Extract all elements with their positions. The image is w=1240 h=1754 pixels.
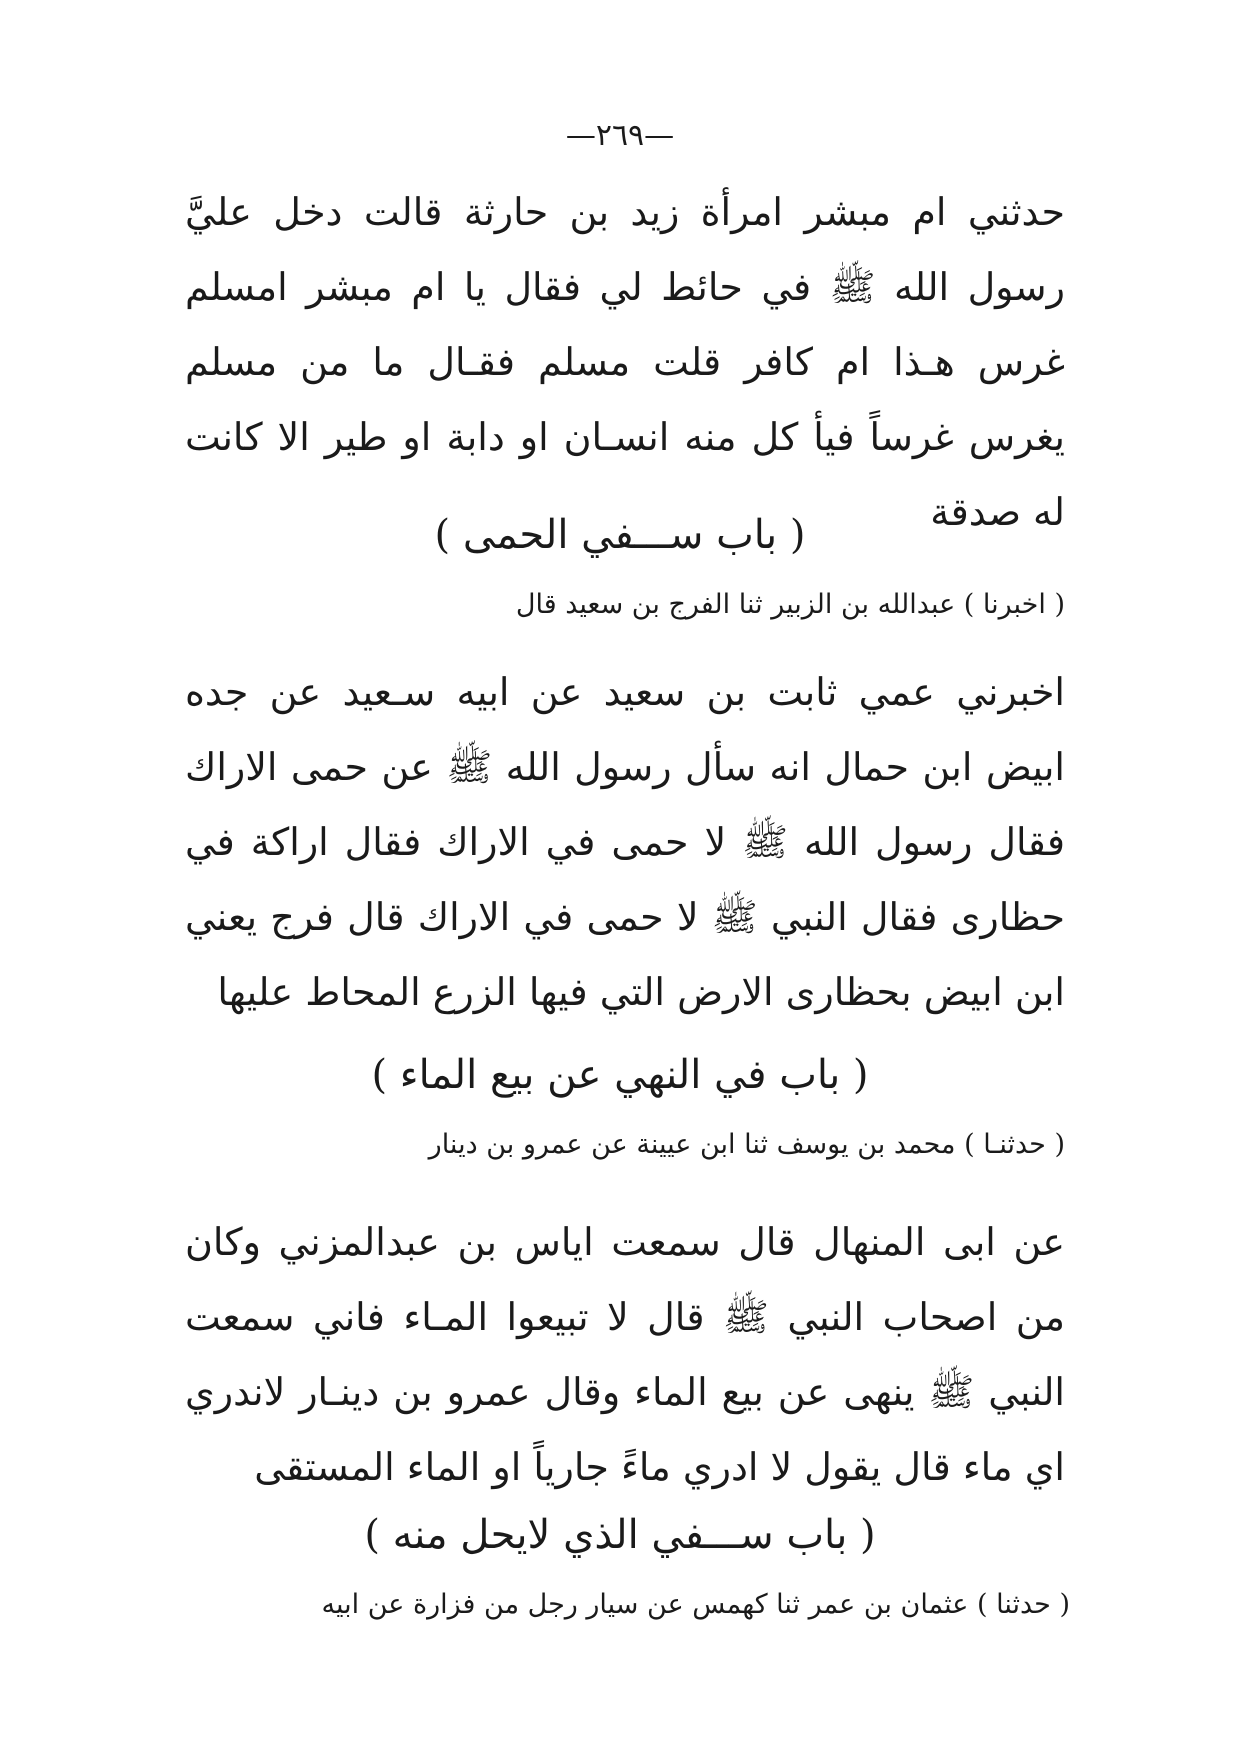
chapter-heading: ( باب ســـفي الحمى ) (434, 512, 806, 558)
chapter-heading: ( باب ســـفي الذي لايحل منه ) (364, 1512, 876, 1558)
paragraph-text: عن ابى المنهال قال سمعت اياس بن عبدالمزني وكان من اصحاب النبي ﷺ قال لا تبيعوا المـاء فاني سمعت النبي ﷺ ينهى عن بيع الماء وقال عمرو بن دينـار لاندري اي ماء قال يقول لا ادري ماءً جارياً او الماء المستقى (185, 1220, 1065, 1489)
isnad-line: ( اخبرنا ) عبدالله بن الزبير ثنا الفرج بن سعيد قال (515, 589, 1065, 620)
hadith-paragraph (185, 175, 1065, 550)
isnad-line: ( حدثنا ) عثمان بن عمر ثنا كهمس عن سيار رجل من فزارة عن ابيه (321, 1589, 1070, 1620)
hadith-paragraph (185, 655, 1065, 1030)
chapter-heading: ( باب في النهي عن بيع الماء ) (371, 1052, 869, 1098)
paragraph-text: حدثني ام مبشر امرأة زيد بن حارثة قالت دخل عليَّ رسول الله ﷺ في حائط لي فقال يا ام مبشر امسلم غرس هـذا ام كافر قلت مسلم فقـال ما من مسلم يغرس غرساً فيأ كل منه انسـان او دابة او طير الا كانت له صدقة (185, 190, 1065, 534)
hadith-paragraph (185, 1205, 1065, 1505)
paragraph-text: اخبرني عمي ثابت بن سعيد عن ابيه سـعيد عن جده ابيض ابن حمال انه سأل رسول الله ﷺ عن حمى الاراك فقال رسول الله ﷺ لا حمى في الاراك فقال اراكة في حظارى فقال النبي ﷺ لا حمى في الاراك قال فرج يعني ابن ابيض بحظارى الارض التي فيها الزرع المحاط عليها (185, 670, 1065, 1014)
page-number: —٢٦٩— (565, 118, 675, 153)
isnad-line: ( حدثنـا ) محمد بن يوسف ثنا ابن عيينة عن عمرو بن دينار (428, 1129, 1065, 1160)
